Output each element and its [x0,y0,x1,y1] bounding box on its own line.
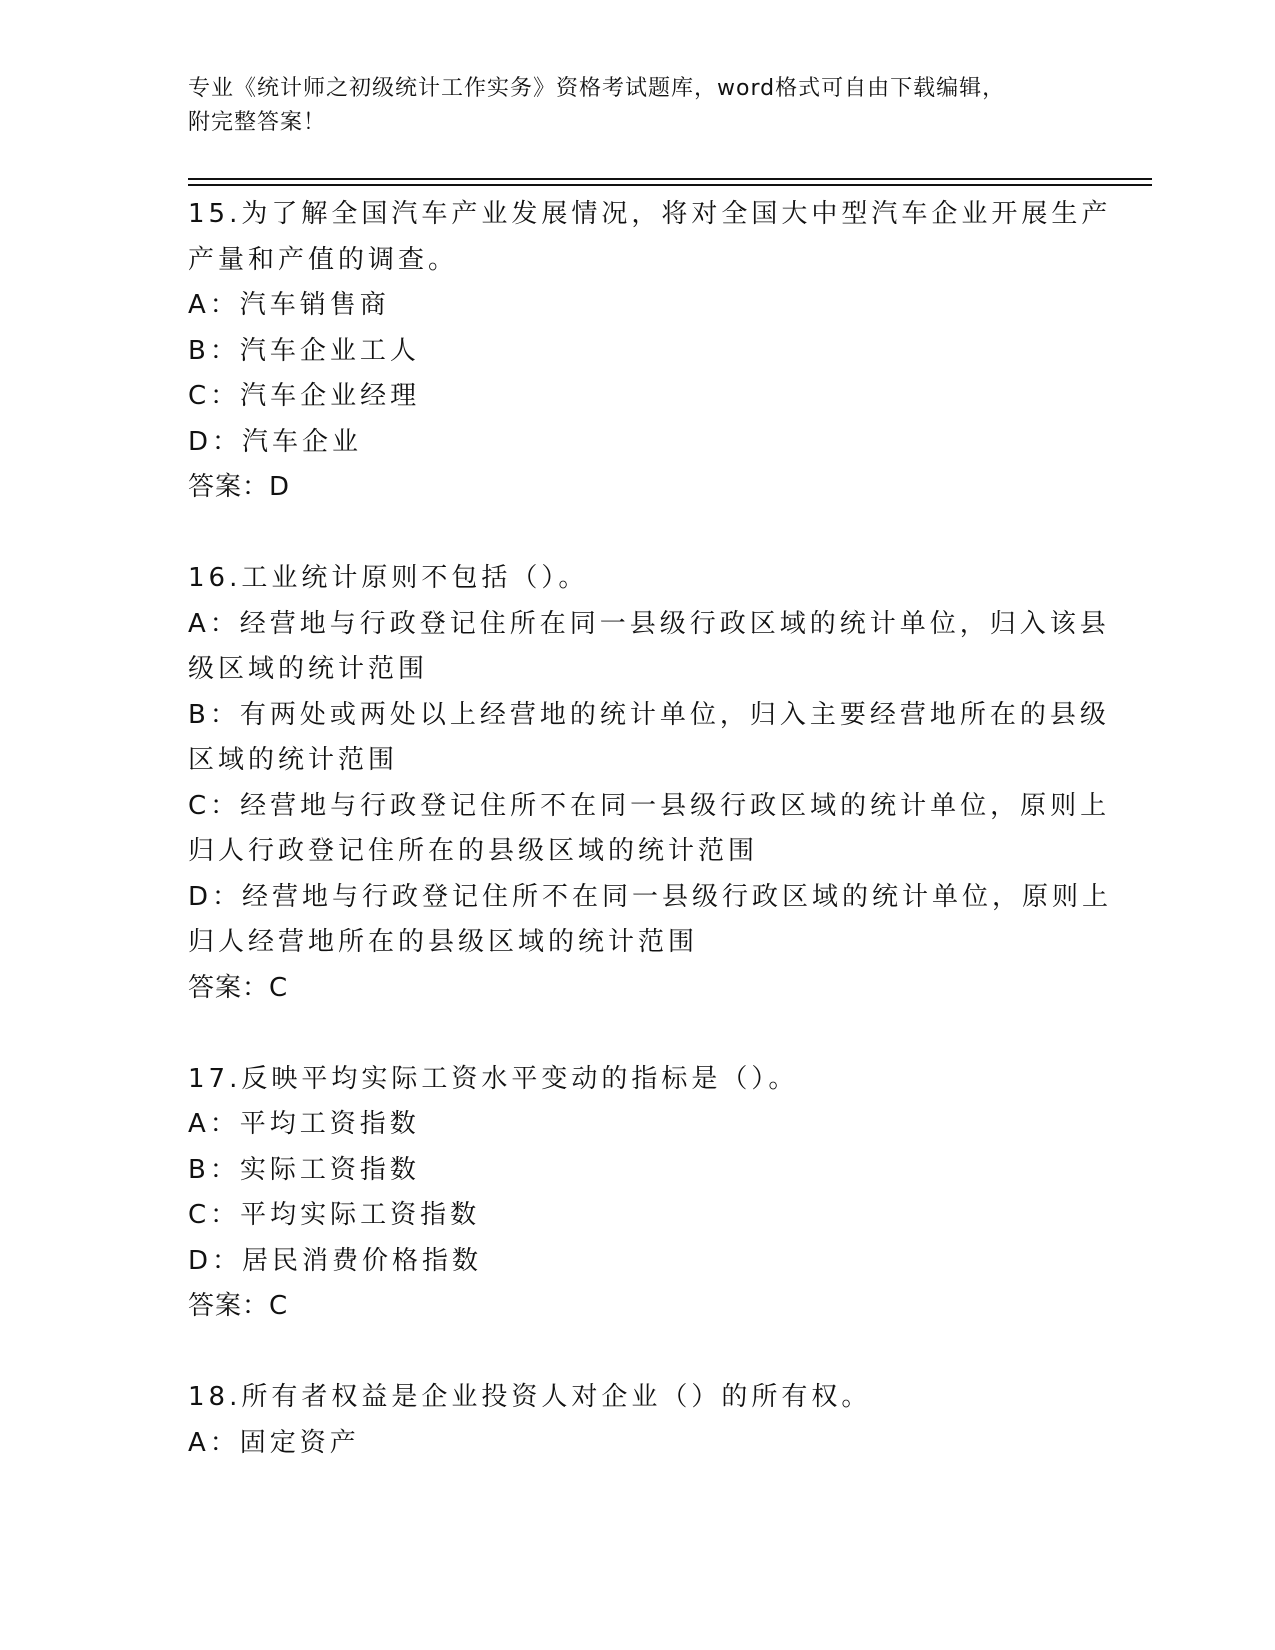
answer: 答案：C [188,1291,289,1321]
option-a: A：经营地与行政登记住所在同一县级行政区域的统计单位，归入该县 [188,608,1110,639]
option-d: D：汽车企业 [188,426,363,457]
question-15 [188,192,1112,511]
question-18 [188,1375,1088,1466]
option-b: B：有两处或两处以上经营地的统计单位，归入主要经营地所在的县级 [188,699,1110,730]
question-list [188,192,1113,1466]
option-a: A：固定资产 [188,1427,360,1458]
option-d: D：居民消费价格指数 [188,1245,483,1276]
answer: 答案：D [188,472,291,502]
option-c-continued: 归人行政登记住所在的县级区域的统计范围 [188,836,759,866]
option-a: A：汽车销售商 [188,290,390,320]
option-b: B：汽车企业工人 [188,335,420,366]
option-d-continued: 归人经营地所在的县级区域的统计范围 [188,927,699,957]
option-c: C：平均实际工资指数 [188,1200,481,1230]
spacer [188,511,1088,557]
question-17 [188,1057,1088,1330]
option-a: A：平均工资指数 [188,1109,420,1139]
question-stem: 产量和产值的调查。 [188,244,459,275]
option-c: C：汽车企业经理 [188,381,421,411]
question-16 [188,556,1113,1011]
option-b: B：实际工资指数 [188,1154,420,1185]
header-line-1: 专业《统计师之初级统计工作实务》资格考试题库，word格式可自由下载编辑， [188,76,1006,101]
header-line-2: 附完整答案！ [188,110,327,135]
header-divider-top [188,178,1152,180]
option-c: C：经营地与行政登记住所不在同一县级行政区域的统计单位，原则上 [188,790,1111,821]
option-d: D：经营地与行政登记住所不在同一县级行政区域的统计单位，原则上 [188,881,1113,912]
question-stem: 18.所有者权益是企业投资人对企业（）的所有权。 [188,1382,872,1412]
spacer [188,1330,1088,1376]
document-header [188,72,1088,140]
option-b-continued: 区域的统计范围 [188,745,399,775]
question-stem: 16.工业统计原则不包括（）。 [188,563,589,593]
question-stem: 15.为了解全国汽车产业发展情况，将对全国大中型汽车企业开展生产 [188,199,1112,229]
option-a-continued: 级区域的统计范围 [188,654,429,684]
spacer [188,1011,1088,1057]
question-stem: 17.反映平均实际工资水平变动的指标是（）。 [188,1063,799,1094]
answer: 答案：C [188,972,289,1003]
header-divider-bottom [188,184,1152,186]
